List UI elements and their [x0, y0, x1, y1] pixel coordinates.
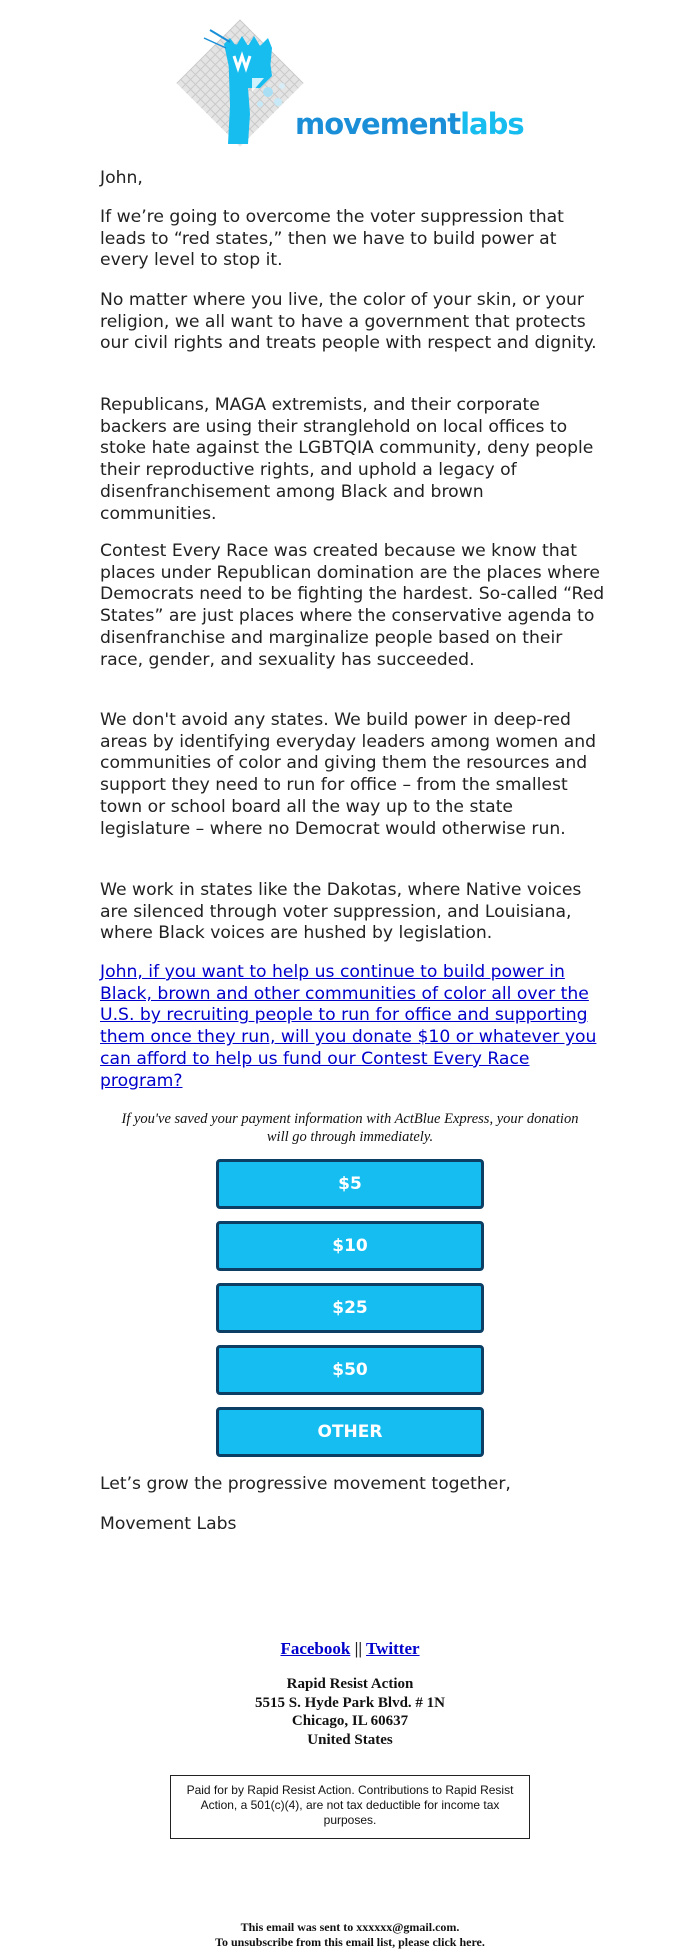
paragraph-text: Republicans, MAGA extremists, and their corporate backers are using their stranglehold on local offices to stoke hate against the LGBTQIA community, deny people their reproductive rights, and uphold a legacy of disenfranchisement among Black and brown communities. [100, 395, 594, 524]
unsubscribe-notice[interactable]: To unsubscribe from this email list, please click here. [215, 1935, 485, 1949]
address-org: Rapid Resist Action [286, 1676, 414, 1692]
raised-fist-icon [190, 16, 310, 146]
address-street: 5515 S. Hyde Park Blvd. # 1N [254, 1694, 446, 1711]
paid-for-disclaimer: Paid for by Rapid Resist Action. Contributions to Rapid Resist Action, a 501(c)(4), are not tax deductible for income tax purposes. [170, 1775, 530, 1839]
mailing-address [0, 1675, 700, 1749]
paragraph-3 [100, 395, 605, 525]
closing-text: Let’s grow the progressive movement together, [100, 1474, 511, 1494]
donate-cta-link[interactable]: John, if you want to help us continue to build power in Black, brown and other communities of color all over the U.S. by recruiting people to run for office and supporting them once they run, will you donate $10 or whatever you can afford to help us fund our Contest Every Race program? [100, 962, 597, 1091]
paragraph-1 [100, 207, 605, 272]
paragraph-text: We work in states like the Dakotas, where Native voices are silenced through voter suppression, and Louisiana, where Black voices are hushed by legislation. [100, 880, 582, 944]
signature [100, 1514, 605, 1536]
logo-wordmark [295, 107, 524, 141]
paragraph-4 [100, 541, 605, 671]
donate-50-button[interactable]: $50 [216, 1345, 484, 1395]
closing-line [100, 1474, 605, 1496]
paragraph-text: We don't avoid any states. We build power in deep-red areas by identifying everyday leaders among women and communities of color and giving them the resources and support they need to run for office – from the smallest town or school board all the way up to the state legislature – where no Democrat would otherwise run. [100, 710, 597, 839]
paragraph-2 [100, 290, 605, 355]
logo-word-labs: labs [460, 107, 524, 141]
donate-10-button[interactable]: $10 [216, 1221, 484, 1271]
paragraph-text: If we’re going to overcome the voter suppression that leads to “red states,” then we have to build power at every level to stop it. [100, 207, 564, 271]
logo-word-movement: movement [295, 107, 461, 141]
address-city: Chicago, IL 60637 [291, 1713, 409, 1729]
letter-body [100, 168, 605, 190]
donate-5-button[interactable]: $5 [216, 1159, 484, 1209]
link-separator: || [354, 1639, 363, 1658]
paragraph-6 [100, 880, 605, 945]
facebook-link[interactable]: Facebook [280, 1639, 351, 1658]
greeting: John, [100, 168, 143, 188]
sent-to-notice: This email was sent to xxxxxx@gmail.com. [240, 1920, 460, 1934]
paragraph-text: No matter where you live, the color of your skin, or your religion, we all want to have a government that protects our civil rights and treats people with respect and dignity. [100, 290, 597, 354]
twitter-link[interactable]: Twitter [366, 1639, 420, 1658]
paragraph-text: Contest Every Race was created because we know that places under Republican domination are the places where Democrats need to be fighting the hardest. So-called “Red States” are just places where the conservative agenda to disenfranchise and marginalize people based on their race, gender, and sexuality has succeeded. [100, 541, 605, 670]
signature-text: Movement Labs [100, 1514, 237, 1534]
donate-25-button[interactable]: $25 [216, 1283, 484, 1333]
donate-other-button[interactable]: OTHER [216, 1407, 484, 1457]
movement-labs-logo [190, 16, 524, 146]
paragraph-5 [100, 710, 605, 840]
social-links [0, 1639, 700, 1659]
actblue-express-note: If you've saved your payment information with ActBlue Express, your donation will go through immediately. [121, 1111, 579, 1145]
address-country: United States [307, 1731, 393, 1748]
